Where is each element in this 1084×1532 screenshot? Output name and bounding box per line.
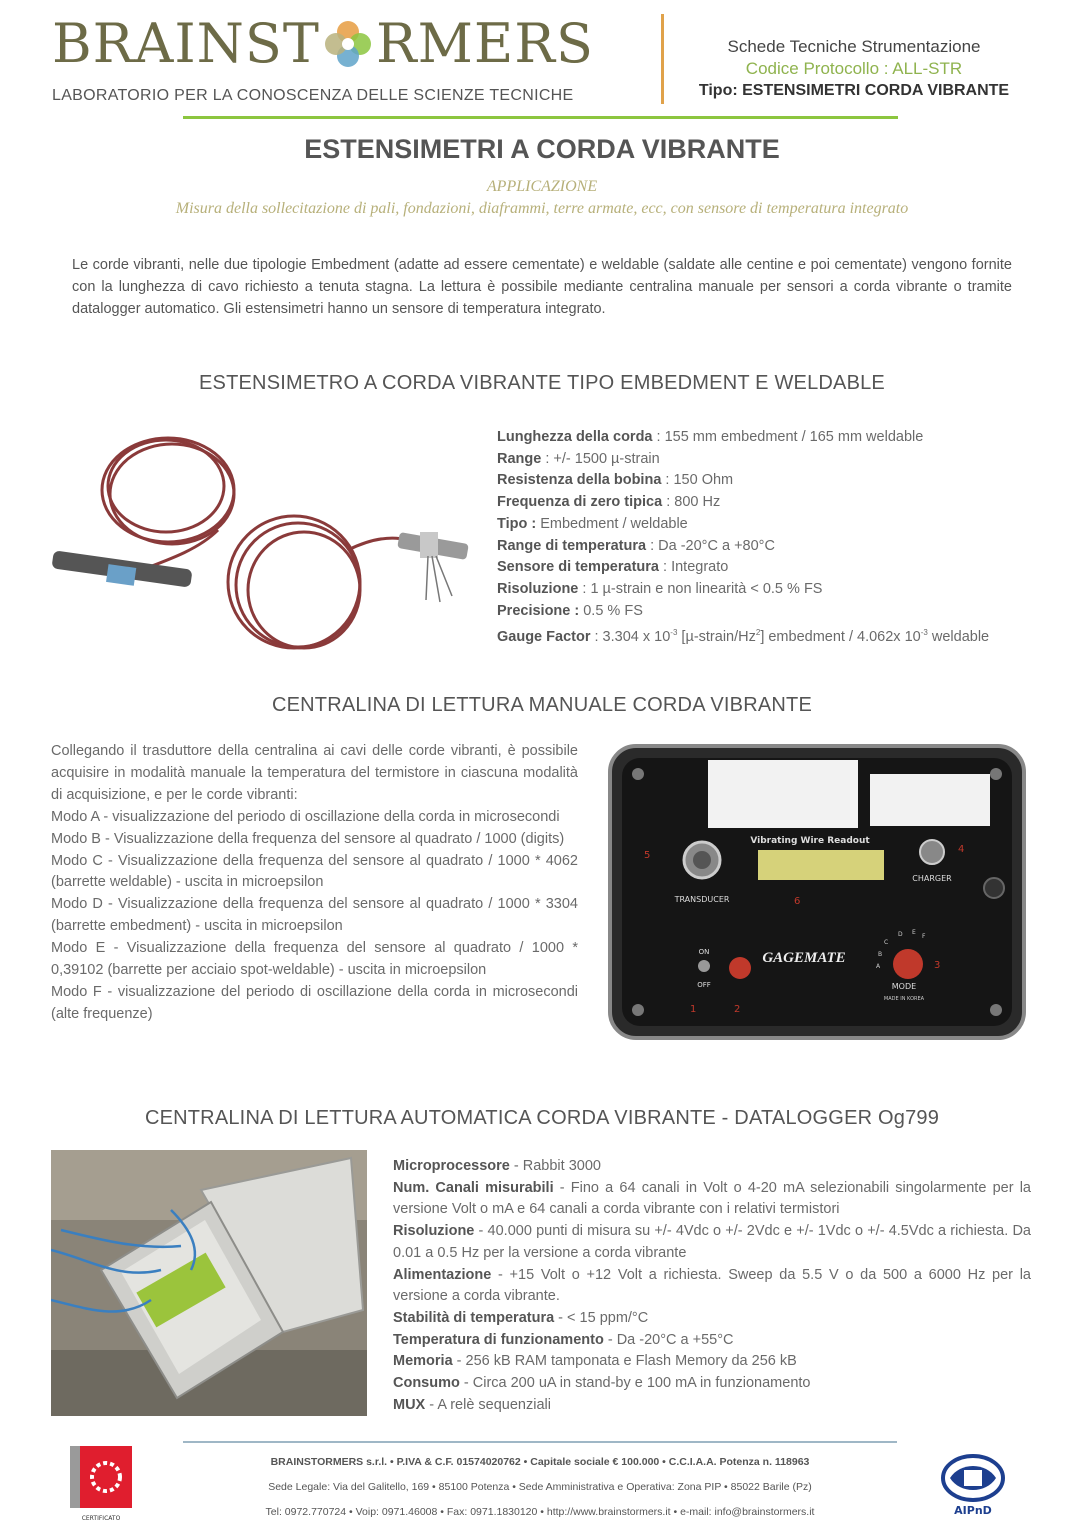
marker-1: 1 [690, 1004, 697, 1015]
spec-value: - Circa 200 uA in stand-by e 100 mA in funzionamento [459, 1375, 811, 1392]
header-divider [661, 14, 664, 104]
datalogger-spec-list [393, 1156, 1031, 1416]
mode-c-text: Modo C - Visualizzazione della frequenza del sensore al quadrato / 1000 * 4062 (barrette weldable) - uscita in microepsilon [51, 852, 578, 891]
spec-row [497, 492, 989, 514]
spec-label: Risoluzione [497, 580, 579, 597]
footer-address-line: Sede Legale: Via del Galitello, 169 • 85100 Potenza • Sede Amministrativa e Operativa: Zona PIP • 85022 Barile (Pz) [268, 1481, 812, 1493]
spec-label: Range [497, 450, 542, 467]
mode-letter: C [884, 939, 889, 946]
mode-d-text: Modo D - Visualizzazione della frequenza del sensore al quadrato / 1000 * 3304 (barrette embedment) - uscita in microepsilon [51, 896, 578, 935]
spec-row [393, 1221, 1031, 1264]
made-in-label: MADE IN KOREA [883, 996, 925, 1002]
header-rule [183, 116, 898, 119]
spec-value: : Da -20°C a +80°C [646, 537, 775, 554]
manual-readout-description [51, 741, 578, 1026]
spec-label: Alimentazione [393, 1266, 492, 1283]
spec-row [497, 514, 989, 536]
embedment-spec-list [497, 427, 989, 649]
gagemate-readout-photo [608, 744, 1026, 1040]
spec-row [393, 1330, 1031, 1352]
marker-5: 5 [644, 850, 651, 861]
marker-2: 2 [734, 1004, 741, 1015]
brand-subtitle: LABORATORIO PER LA CONOSCENZA DELLE SCIENZE TECNICHE [52, 87, 574, 104]
spec-row [497, 601, 989, 623]
brand-label: GAGEMATE [762, 950, 846, 966]
spec-value: - A relè sequenziali [425, 1396, 551, 1413]
spec-row [393, 1308, 1031, 1330]
mode-a-text: Modo A - visualizzazione del periodo di oscillazione della corda in microsecondi [51, 808, 560, 825]
spec-label: MUX [393, 1396, 426, 1413]
mode-letter: F [922, 933, 926, 940]
cert-label: CERTIFICATO [81, 1515, 121, 1522]
footer-company-line: BRAINSTORMERS s.r.l. • P.IVA & C.F. 01574020762 • Capitale sociale € 100.000 • C.C.I.A.A. Potenza n. 118963 [270, 1456, 810, 1468]
spec-label: Stabilità di temperatura [393, 1309, 555, 1326]
spec-label: Consumo [393, 1375, 460, 1392]
spec-value: [µ-strain/Hz [677, 629, 756, 646]
superscript: -3 [670, 628, 678, 638]
superscript: -3 [920, 628, 928, 638]
aipnd-logo [938, 1452, 1008, 1518]
spec-value: ] embedment / 4.062x 10 [760, 629, 921, 646]
footer-contact-line: Tel: 0972.770724 • Voip: 0971.46008 • Fax: 0971.1830120 • http://www.brainstormers.it • e-mail: info@brainstormers.it [265, 1506, 815, 1518]
spec-value: : 155 mm embedment / 165 mm weldable [652, 429, 924, 445]
spec-row [393, 1156, 1031, 1178]
footer-rule [183, 1441, 897, 1443]
mode-label: MODE [891, 982, 917, 991]
application-text: Misura della sollecitazione di pali, fondazioni, diaframmi, terre armate, ecc, con sensore di temperatura integrato [175, 200, 909, 217]
spec-row [393, 1373, 1031, 1395]
transducer-label: TRANSDUCER [674, 895, 730, 904]
on-label: ON [698, 948, 710, 956]
spec-row [497, 557, 989, 579]
marker-4: 4 [958, 844, 965, 855]
spec-label: Sensore di temperatura [497, 559, 659, 576]
spec-label: Temperatura di funzionamento [393, 1331, 604, 1348]
off-label: OFF [697, 981, 711, 989]
page-title: ESTENSIMETRI A CORDA VIBRANTE [304, 134, 780, 164]
header-info [672, 36, 1036, 102]
spec-row [497, 427, 989, 449]
spec-label: Resistenza della bobina [497, 472, 662, 489]
marker-3: 3 [934, 960, 941, 971]
section-title-manual-readout: CENTRALINA DI LETTURA MANUALE CORDA VIBRANTE [271, 694, 813, 716]
spec-value: : 3.304 x 10 [590, 629, 671, 646]
certification-logo [70, 1446, 132, 1526]
description-paragraph: Collegando il trasduttore della centralina ai cavi delle corde vibranti, è possibile acquisire in modalità manuale la temperatura del termistore in ciascuna modalità di acquisizione, e per le corde vibranti: [51, 743, 578, 803]
spec-value: - Rabbit 3000 [509, 1158, 601, 1174]
header-protocol-code: Codice Protocollo : ALL-STR [745, 59, 963, 78]
spec-value: - 40.000 punti di misura su +/- 4Vdc o +/- 2Vdc e +/- 1Vdc o +/- 4.5Vdc a richiesta. Da 0.01 a 0.5 Hz per la versione a corda vibrante [393, 1223, 1031, 1261]
mode-letter: D [898, 931, 903, 938]
spec-row [393, 1265, 1031, 1308]
aipnd-label: AIPnD [954, 1504, 992, 1517]
spec-label: Lunghezza della corda [497, 429, 653, 445]
intro-paragraph: Le corde vibranti, nelle due tipologie Embedment (adatte ad essere cementate) e weldable (saldate alle centine e poi cementate) vengono fornite con la lunghezza di cavo richiesto a tenuta stagna. La lettura è possibile mediante centralina manuale per sensori a corda vibrante o tramite datalogger automatico. Gli estensimetri hanno un sensore di temperatura integrato. [72, 257, 1012, 317]
section-title-datalogger: CENTRALINA DI LETTURA AUTOMATICA CORDA VIBRANTE - DATALOGGER Og799 [144, 1107, 940, 1129]
mode-letter: A [876, 963, 881, 970]
brand-logo [52, 12, 594, 75]
strain-gauge-photo [48, 420, 484, 660]
spec-label: Risoluzione [393, 1223, 475, 1240]
mode-b-text: Modo B - Visualizzazione della frequenza del sensore al quadrato / 1000 (digits) [51, 830, 565, 847]
spec-value: : 1 µ-strain e non linearità < 0.5 % FS [578, 580, 823, 597]
spec-value: 0.5 % FS [579, 602, 643, 619]
spec-row [497, 536, 989, 558]
spec-row [497, 470, 989, 492]
spec-row [497, 449, 989, 471]
spec-label: Gauge Factor [497, 629, 591, 646]
header-type: Tipo: ESTENSIMETRI CORDA VIBRANTE [698, 82, 1010, 99]
spec-value: Embedment / weldable [536, 515, 688, 532]
spec-label: Microprocessore [393, 1158, 510, 1174]
spec-value: - Fino a 64 canali in Volt o 4-20 mA selezionabili singolarmente per la versione Volt o mA e 64 canali a corda vibrante con i relativi termistori [393, 1179, 1031, 1218]
mode-f-text: Modo F - visualizzazione del periodo di oscillazione della corda in microsecondi (alte frequenze) [51, 983, 578, 1022]
mode-letter: B [878, 951, 883, 958]
brand-name-right: RMERS [375, 12, 594, 75]
spec-value: : 800 Hz [662, 494, 721, 511]
spec-row [393, 1395, 1031, 1417]
charger-label: CHARGER [912, 874, 952, 883]
spec-label: Precisione : [497, 602, 580, 619]
superscript: 2 [755, 628, 761, 638]
datalogger-photo [51, 1150, 367, 1416]
application-label: APPLICAZIONE [486, 178, 598, 195]
spec-label: Memoria [393, 1353, 453, 1370]
mode-e-text: Modo E - Visualizzazione della frequenza del sensore al quadrato / 1000 * 0,39102 (barrette per acciaio spot-weldable) - uscita in microepsilon [51, 940, 578, 979]
flower-logo-icon [322, 18, 374, 70]
spec-value: : Integrato [658, 559, 729, 576]
gauge-factor-row [497, 622, 989, 649]
brand-name-left: BRAINST [52, 12, 320, 75]
spec-value: - 256 kB RAM tamponata e Flash Memory da 256 kB [452, 1353, 797, 1370]
spec-label: Num. Canali misurabili [393, 1179, 554, 1196]
panel-label: Vibrating Wire Readout [750, 836, 870, 846]
spec-row [393, 1178, 1031, 1221]
spec-value: weldable [927, 629, 990, 646]
mode-letter: E [912, 929, 916, 936]
spec-value: - Da -20°C a +55°C [603, 1331, 734, 1348]
section-title-embedment: ESTENSIMETRO A CORDA VIBRANTE TIPO EMBEDMENT E WELDABLE [199, 372, 885, 394]
header-doc-type: Schede Tecniche Strumentazione [727, 37, 981, 56]
spec-row [497, 579, 989, 601]
spec-row [393, 1351, 1031, 1373]
spec-value: - < 15 ppm/°C [554, 1309, 649, 1326]
marker-6: 6 [794, 896, 801, 907]
spec-label: Range di temperatura [497, 537, 647, 554]
spec-label: Frequenza di zero tipica [497, 494, 663, 511]
spec-label: Tipo : [497, 515, 537, 532]
spec-value: : +/- 1500 µ-strain [541, 450, 660, 467]
spec-value: - +15 Volt o +12 Volt a richiesta. Sweep da 5.5 V o da 500 a 6000 Hz per la versione a corda vibrante. [393, 1266, 1031, 1305]
spec-value: : 150 Ohm [661, 472, 734, 489]
